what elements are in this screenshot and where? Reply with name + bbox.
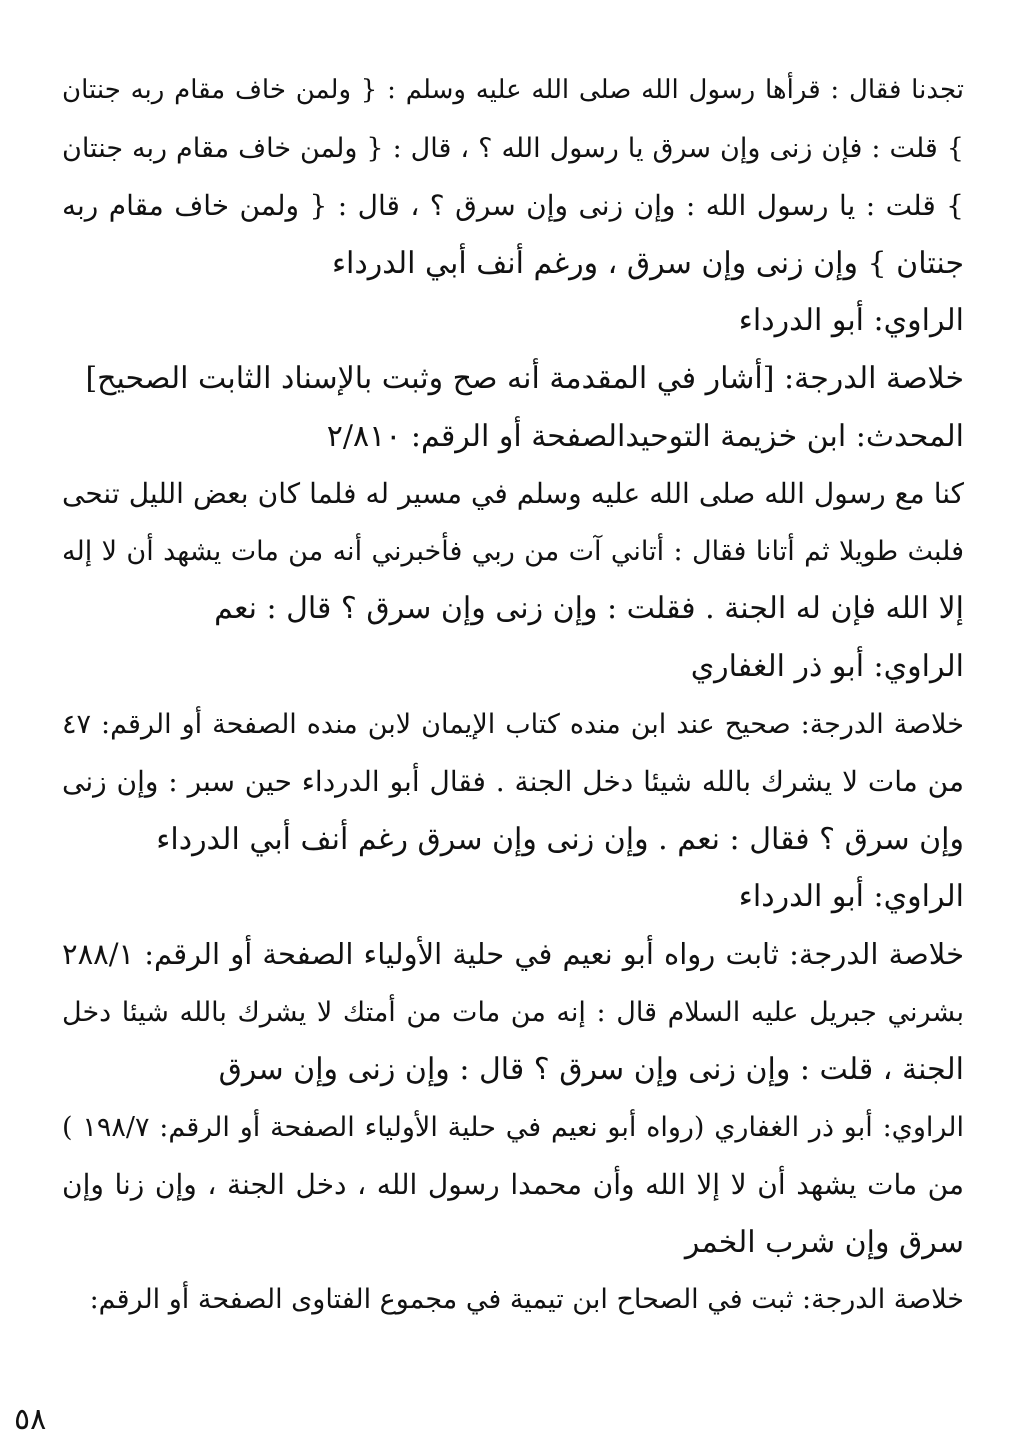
narrator-line: الراوي: أبو الدرداء xyxy=(738,303,964,339)
text-line: إلا الله فإن له الجنة . فقلت : وإن زنى وإن سرق ؟ قال : نعم xyxy=(214,591,964,627)
narrator-line: الراوي: أبو ذر الغفاري (رواه أبو نعيم في حلية الأولياء الصفحة أو الرقم: ١٩٨/٧ ) xyxy=(62,1111,964,1143)
text-line: وإن سرق ؟ فقال : نعم . وإن زنى وإن سرق رغم أنف أبي الدرداء xyxy=(156,821,964,857)
text-line: } قلت : يا رسول الله : وإن زنى وإن سرق ؟ ، قال : { ولمن خاف مقام ربه xyxy=(62,189,964,223)
narrator-line: الراوي: أبو ذر الغفاري xyxy=(690,648,964,684)
text-line: سرق وإن شرب الخمر xyxy=(684,1224,964,1260)
grade-line: خلاصة الدرجة: صحيح عند ابن منده كتاب الإيمان لابن منده الصفحة أو الرقم: ٤٧ xyxy=(62,708,964,740)
text-line: جنتان } وإن زنى وإن سرق ، ورغم أنف أبي الدرداء xyxy=(331,245,964,281)
text-line: بشرني جبريل عليه السلام قال : إنه من مات من أمتك لا يشرك بالله شيئا دخل xyxy=(62,996,964,1028)
text-line: فلبث طويلا ثم أتانا فقال : أتاني آت من ربي فأخبرني أنه من مات يشهد أن لا إله xyxy=(62,535,964,567)
grade-line: خلاصة الدرجة: [أشار في المقدمة أنه صح وثبت بالإسناد الثابت الصحيح] xyxy=(85,360,964,396)
text-line: تجدنا فقال : قرأها رسول الله صلى الله عليه وسلم : { ولمن خاف مقام ربه جنتان xyxy=(62,75,964,105)
hadith-text-block xyxy=(62,62,964,1329)
text-line: } قلت : فإن زنى وإن سرق يا رسول الله ؟ ، قال : { ولمن خاف مقام ربه جنتان xyxy=(62,132,964,164)
text-line: من مات يشهد أن لا إلا الله وأن محمدا رسول الله ، دخل الجنة ، وإن زنا وإن xyxy=(62,1168,964,1202)
text-line: من مات لا يشرك بالله شيئا دخل الجنة . فقال أبو الدرداء حين سبر : وإن زنى xyxy=(62,765,964,799)
text-line: كنا مع رسول الله صلى الله عليه وسلم في مسير له فلما كان بعض الليل تنحى xyxy=(62,477,964,511)
grade-line: خلاصة الدرجة: ثبت في الصحاح ابن تيمية في مجموع الفتاوى الصفحة أو الرقم: xyxy=(89,1284,964,1316)
narrator-line: الراوي: أبو الدرداء xyxy=(738,879,964,915)
grade-line: خلاصة الدرجة: ثابت رواه أبو نعيم في حلية الأولياء الصفحة أو الرقم: ٢٨٨/١ xyxy=(62,936,964,971)
page-number: ٥٨ xyxy=(14,1402,47,1437)
text-line: الجنة ، قلت : وإن زنى وإن سرق ؟ قال : وإن زنى وإن سرق xyxy=(218,1052,964,1088)
muhaddith-line: المحدث: ابن خزيمة التوحيدالصفحة أو الرقم: ٢/٨١٠ xyxy=(326,418,964,454)
